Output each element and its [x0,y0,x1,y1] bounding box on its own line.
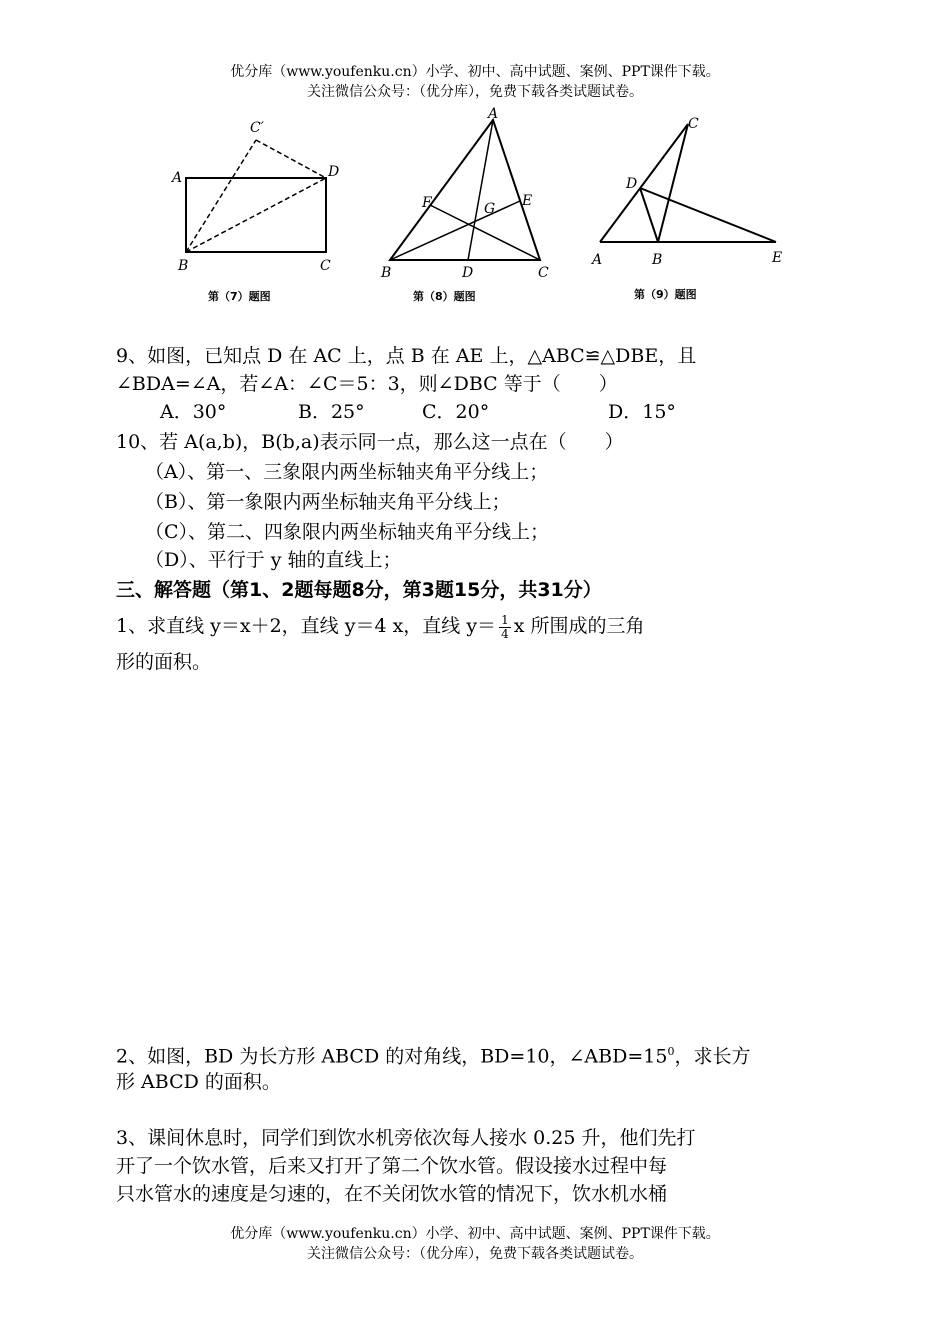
problem-2-line-1 [116,1038,750,1070]
rectangle-abcd [186,178,326,252]
median-be [390,201,520,260]
fraction-numerator: 1 [501,612,509,627]
q9-line-2: ∠BDA=∠A，若∠A：∠C＝5：3，则∠DBC 等于（ ） [116,373,618,395]
segment-ac [600,124,688,242]
figure-7-caption: 第（7）题图 [208,290,271,303]
q9-option-c: C．20° [422,401,490,423]
q10-option-a: （A）、第一、三象限内两坐标轴夹角平分线上； [145,461,549,483]
label-c: C [688,116,699,132]
label-g: G [484,201,496,217]
label-b: B [381,265,392,281]
problem-3-line-1: 3、课间休息时，同学们到饮水机旁依次每人接水 0.25 升，他们先打 [116,1127,696,1149]
q10-option-c: （C）、第二、四象限内两坐标轴夹角平分线上； [145,521,550,543]
problem-3-line-2: 开了一个饮水管，后来又打开了第二个饮水管。假设接水过程中每 [116,1155,668,1177]
triangle-abc [390,120,540,260]
problem-1-text-b: x 所围成的三角 [513,615,645,637]
diagonal-bd [186,178,326,252]
q10-option-d: （D）、平行于 y 轴的直线上； [145,549,402,571]
q10-option-b: （B）、第一象限内两坐标轴夹角平分线上； [145,491,511,513]
fraction-denominator: 4 [501,626,509,641]
section-3-title: 三、解答题（第1、2题每题8分，第3题15分，共31分） [116,579,602,601]
figure-9 [588,108,798,278]
footer-line-1: 优分库（www.youfenku.cn）小学、初中、高中试题、案例、PPT课件下载。 [230,1226,720,1242]
q9-line-1: 9、如图，已知点 D 在 AC 上，点 B 在 AE 上，△ABC≌△DBE，且 [116,345,697,367]
problem-3-line-3: 只水管水的速度是匀速的，在不关闭饮水管的情况下，饮水机水桶 [116,1183,668,1205]
label-a: A [592,252,603,268]
q10-stem: 10、若 A(a,b)，B(b,a)表示同一点，那么这一点在（ ） [116,431,624,453]
label-c-prime: C′ [250,120,264,136]
q9-option-a: A．30° [160,401,227,423]
problem-2-text-b: ，求长方 [674,1045,751,1068]
label-b: B [178,258,189,274]
segment-bc [658,124,688,242]
label-d: D [462,265,474,281]
label-c: C [320,258,331,274]
footer-line-2: 关注微信公众号：（优分库），免费下载各类试题试卷。 [307,1246,643,1262]
label-c: C [538,265,549,281]
header-line-1: 优分库（www.youfenku.cn）小学、初中、高中试题、案例、PPT课件下载。 [230,64,720,80]
problem-1-text-a: 1、求直线 y＝x＋2，直线 y＝4 x，直线 y＝ [116,615,497,637]
q9-option-b: B．25° [298,401,365,423]
segment-bc-prime [186,140,256,252]
figure-8-caption: 第（8）题图 [413,290,476,303]
median-ad [468,120,496,260]
segment-bd [640,188,658,242]
q9-option-d: D．15° [608,401,676,423]
problem-2-text-a: 2、如图，BD 为长方形 ABCD 的对角线，BD=10，∠ABD=15 [116,1045,668,1068]
fraction-one-quarter [499,614,511,641]
label-b: B [652,252,663,268]
problem-2-line-2: 形 ABCD 的面积。 [116,1071,281,1093]
label-d: D [626,176,638,192]
figure-7 [170,110,350,280]
label-a: A [172,170,183,186]
header-line-2: 关注微信公众号：（优分库），免费下载各类试题试卷。 [307,84,643,100]
label-e: E [772,250,783,266]
problem-1-line-2: 形的面积。 [116,651,212,673]
label-d: D [328,164,340,180]
label-f: F [422,195,432,211]
figure-9-caption: 第（9）题图 [634,288,697,301]
degree-superscript: 0 [667,1045,675,1058]
figure-8 [378,105,558,285]
problem-1-line-1 [116,612,644,641]
label-e: E [522,193,533,209]
segment-c-prime-d [256,140,326,178]
label-a: A [488,106,499,122]
